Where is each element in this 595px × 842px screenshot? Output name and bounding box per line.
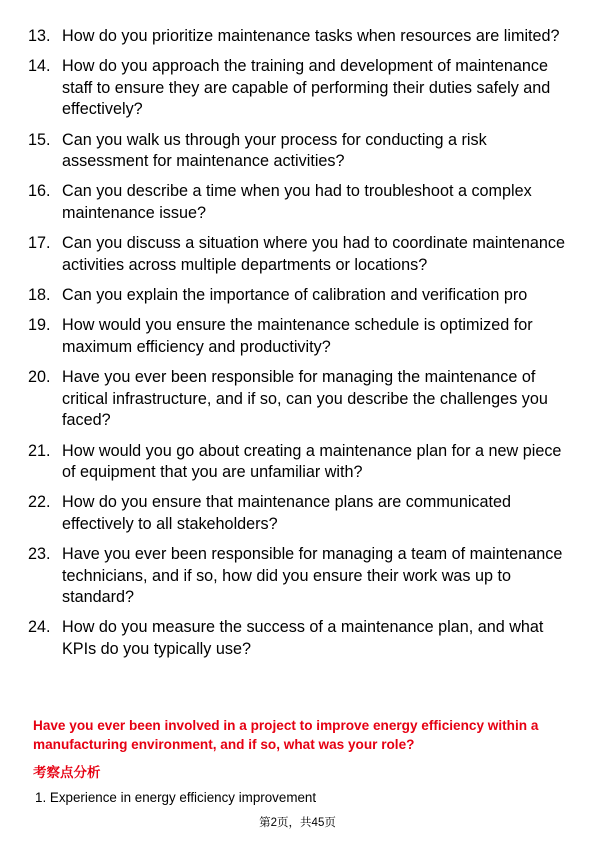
question-list <box>28 26 568 669</box>
question-number: 24. <box>28 618 51 637</box>
question-item <box>28 130 568 173</box>
question-number: 18. <box>28 286 51 305</box>
question-item <box>28 617 568 660</box>
question-number: 22. <box>28 493 51 512</box>
question-number: 19. <box>28 316 51 335</box>
question-text: How would you go about creating a maintenance plan for a new piece of equipment that you are unfamiliar with? <box>62 441 562 481</box>
analysis-point: 1. Experience in energy efficiency improvement <box>35 790 317 805</box>
question-item <box>28 56 568 120</box>
question-text: How do you measure the success of a maintenance plan, and what KPIs do you typically use? <box>62 618 544 658</box>
page-footer: 第2页，共45页 <box>259 817 336 829</box>
question-item <box>28 181 568 224</box>
question-text: How do you approach the training and development of maintenance staff to ensure they are capable of performing their duties safely and effectively? <box>62 57 551 119</box>
question-item <box>28 441 568 484</box>
question-item <box>28 544 568 608</box>
question-item <box>28 233 568 276</box>
question-number: 14. <box>28 57 51 76</box>
question-text: How would you ensure the maintenance schedule is optimized for maximum efficiency and productivity? <box>62 316 533 356</box>
question-number: 20. <box>28 368 51 387</box>
question-text: Can you explain the importance of calibration and verification pro <box>62 286 528 305</box>
question-number: 15. <box>28 130 51 149</box>
question-text: How do you prioritize maintenance tasks when resources are limited? <box>62 27 560 45</box>
section-heading: 考察点分析 <box>33 765 101 780</box>
question-item <box>28 315 568 358</box>
question-item <box>28 26 568 47</box>
question-item <box>28 285 568 306</box>
question-item <box>28 367 568 431</box>
question-number: 16. <box>28 182 51 201</box>
question-item <box>28 492 568 535</box>
question-text: How do you ensure that maintenance plans are communicated effectively to all stakeholders? <box>62 493 512 533</box>
question-text: Can you discuss a situation where you had to coordinate maintenance activities across multiple departments or locations? <box>62 234 566 274</box>
question-text: Have you ever been responsible for managing the maintenance of critical infrastructure, and if so, can you describe the challenges you faced? <box>62 368 548 430</box>
question-number: 21. <box>28 441 51 460</box>
question-text: Can you describe a time when you had to troubleshoot a complex maintenance issue? <box>62 182 532 222</box>
question-text: Can you walk us through your process for conducting a risk assessment for maintenance activities? <box>62 130 487 171</box>
question-number: 23. <box>28 545 51 564</box>
question-text: Have you ever been responsible for managing a team of maintenance technicians, and if so, how did you ensure their work was up to standard? <box>62 545 563 606</box>
question-number: 13. <box>28 27 51 45</box>
featured-question: Have you ever been involved in a project to improve energy efficiency within a manufacturing environment, and if so, what was your role? <box>33 718 539 752</box>
question-number: 17. <box>28 234 51 253</box>
